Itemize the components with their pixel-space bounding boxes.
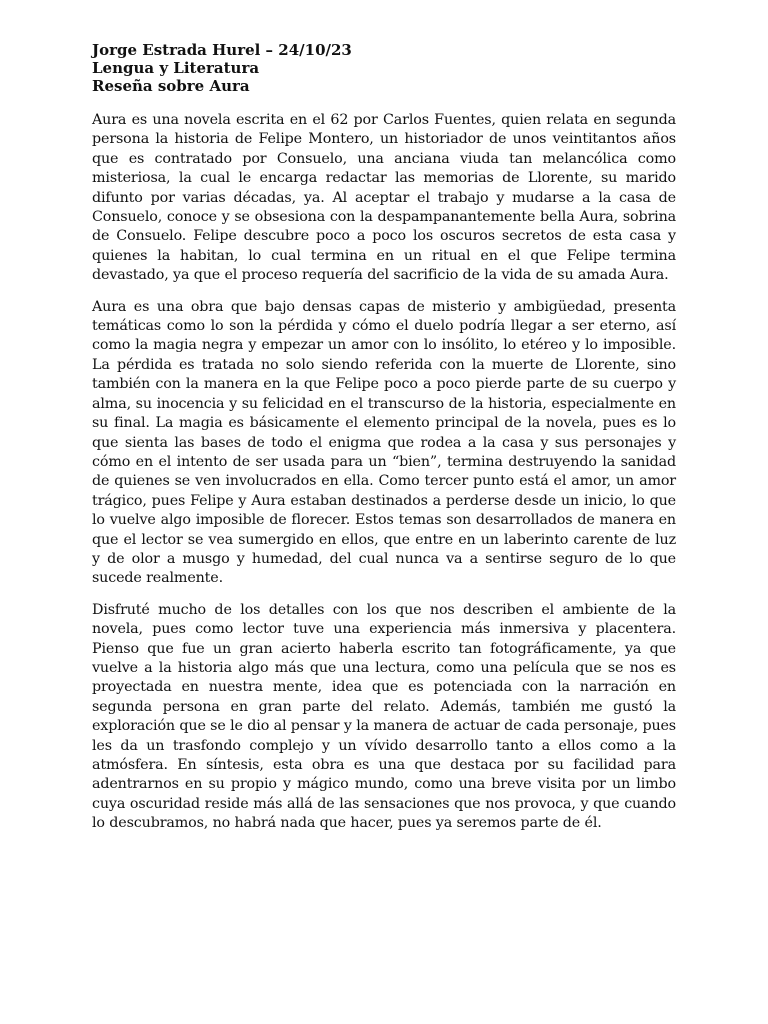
- document-header: [92, 41, 676, 95]
- paragraph-summary: Aura es una novela escrita en el 62 por Carlos Fuentes, quien relata en segunda persona la historia de Felipe Montero, un historiador de unos veintitantos años que es contratado por Consuelo, una anciana viuda tan melancólica como misteriosa, la cual le encarga redactar las memorias de Llorente, su marido difunto por varias décadas, ya. Al aceptar el trabajo y mudarse a la casa de Consuelo, conoce y se obsesiona con la despampanantemente bella Aura, sobrina de Consuelo. Felipe descubre poco a poco los oscuros secretos de esta casa y quienes la habitan, lo cual termina en un ritual en el que Felipe termina devastado, ya que el proceso requería del sacrificio de la vida de su amada Aura.: [92, 112, 676, 284]
- paragraph-opinion: Disfruté mucho de los detalles con los que nos describen el ambiente de la novela, pues como lector tuve una experiencia más inmersiva y placentera. Pienso que fue un gran acierto haberla escrito tan fotográficamente, ya que vuelve a la historia algo más que una lectura, como una película que se nos es proyectada en nuestra mente, idea que es potenciada con la narración en segunda persona en gran parte del relato. Además, también me gustó la exploración que se le dio al pensar y la manera de actuar de cada personaje, pues les da un trasfondo complejo y un vívido desarrollo tanto a ellos como a la atmósfera. En síntesis, esta obra es una que destaca por su facilidad para adentrarnos en su propio y mágico mundo, como una breve visita por un limbo cuya oscuridad reside más allá de las sensaciones que nos provoca, y que cuando lo descubramos, no habrá nada que hacer, pues ya seremos parte de él.: [92, 601, 676, 832]
- author-date-line: Jorge Estrada Hurel – 24/10/23: [92, 41, 352, 59]
- paragraph-themes: Aura es una obra que bajo densas capas de misterio y ambigüedad, presenta temáticas como lo son la pérdida y cómo el duelo podría llegar a ser eterno, así como la magia negra y empezar un amor con lo insólito, lo etéreo y lo imposible. La pérdida es tratada no solo siendo referida con la muerte de Llorente, sino también con la manera en la que Felipe poco a poco pierde parte de su cuerpo y alma, su inocencia y su felicidad en el transcurso de la historia, especialmente en su final. La magia es básicamente el elemento principal de la novela, pues es lo que sienta las bases de todo el enigma que rodea a la casa y sus personajes y cómo en el intento de ser usada para un “bien”, termina destruyendo la sanidad de quienes se ven involucrados en ella. Como tercer punto está el amor, un amor trágico, pues Felipe y Aura estaban destinados a perderse desde un inicio, lo que lo vuelve algo imposible de florecer. Estos temas son desarrollados de manera en que el lector se vea sumergido en ellos, que entre en un laberinto carente de luz y de olor a musgo y humedad, del cual nunca va a sentirse seguro de lo que sucede realmente.: [92, 298, 676, 587]
- document-page: [92, 41, 676, 846]
- course-line: Lengua y Literatura: [92, 59, 260, 77]
- document-title: Reseña sobre Aura: [92, 77, 250, 95]
